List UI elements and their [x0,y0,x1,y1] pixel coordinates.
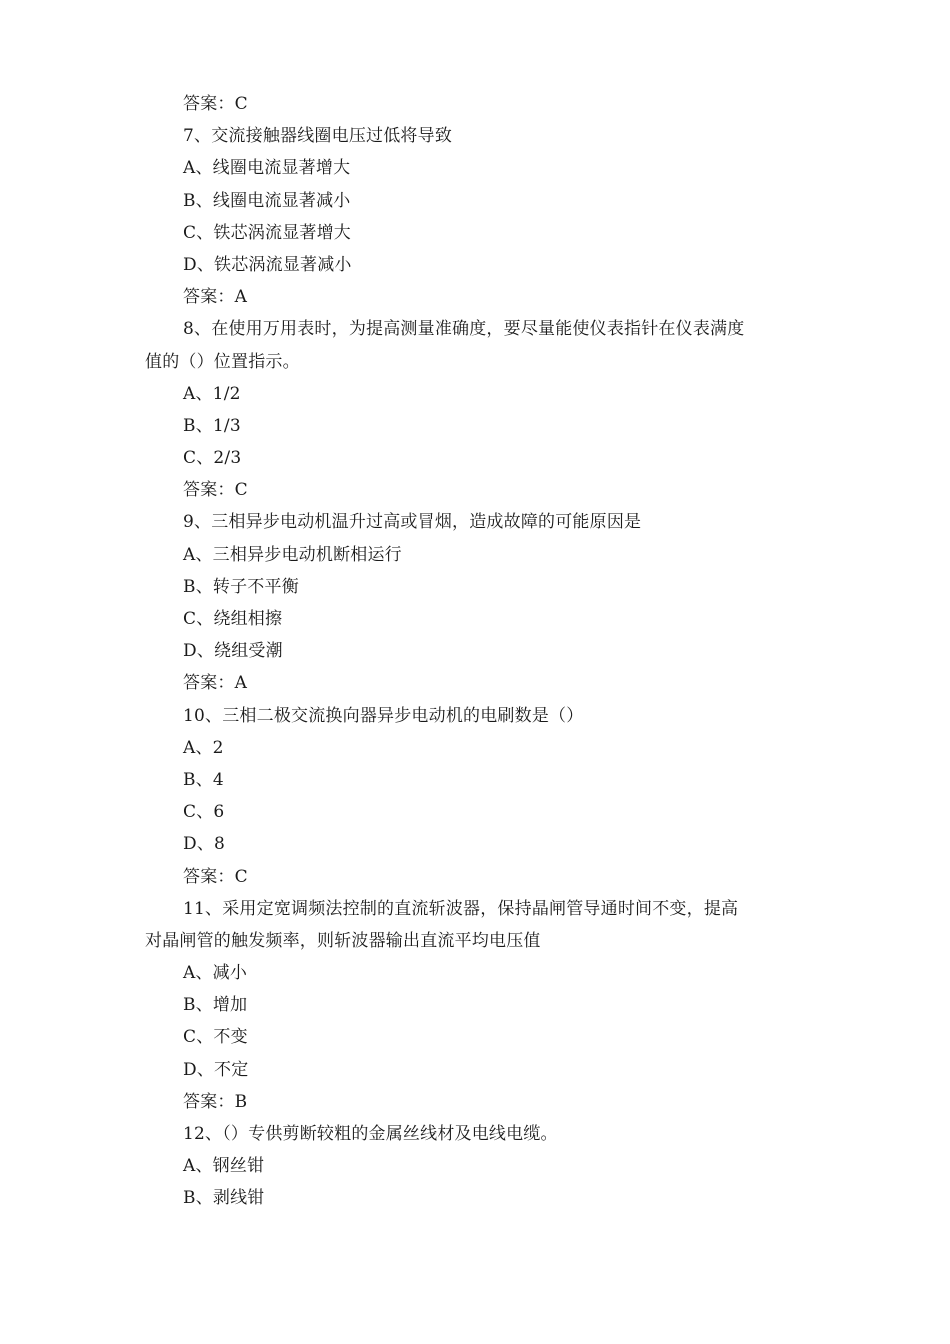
option-line: D、8 [183,834,226,855]
option-line: D、不定 [183,1059,249,1080]
option-line: A、线圈电流显著增大 [183,158,351,179]
option-line: A、钢丝钳 [183,1156,265,1177]
option-line: B、转子不平衡 [183,576,299,597]
option-line: C、铁芯涡流显著增大 [183,222,352,243]
answer-line: 答案：C [183,94,248,114]
option-line: B、增加 [183,995,248,1016]
option-line: C、2/3 [183,448,242,469]
question-10: 10、三相二极交流换向器异步电动机的电刷数是（） [183,705,584,726]
question-11-continuation: 对晶闸管的触发频率，则斩波器输出直流平均电压值 [145,930,541,951]
question-8: 8、在使用万用表时，为提高测量准确度，要尽量能使仪表指针在仪表满度 [183,319,745,340]
answer-line: 答案：C [183,866,248,887]
option-line: B、1/3 [183,415,241,436]
answer-line: 答案：A [183,287,248,308]
question-7: 7、交流接触器线圈电压过低将导致 [183,126,453,147]
option-line: B、剥线钳 [183,1188,265,1209]
option-line: D、绕组受潮 [183,641,283,662]
document-page [0,88,950,1215]
question-12: 12、（）专供剪断较粗的金属丝线材及电线电缆。 [183,1124,558,1144]
option-line: A、1/2 [183,383,241,404]
option-line: A、减小 [183,963,248,984]
option-line: C、不变 [183,1027,248,1048]
option-line: A、三相异步电动机断相运行 [183,544,402,565]
option-line: A、2 [183,737,224,758]
answer-line: 答案：B [183,1091,248,1112]
option-line: C、6 [183,802,225,823]
option-line: C、绕组相擦 [183,609,283,629]
option-line: D、铁芯涡流显著减小 [183,254,352,275]
question-11: 11、采用定宽调频法控制的直流斩波器，保持晶闸管导通时间不变，提高 [183,898,739,919]
answer-line: 答案：A [183,673,248,694]
question-8-continuation: 值的（）位置指示。 [145,351,300,372]
question-9: 9、三相异步电动机温升过高或冒烟，造成故障的可能原因是 [183,512,642,533]
answer-line: 答案：C [183,480,248,501]
option-line: B、4 [183,769,224,790]
option-line: B、线圈电流显著减小 [183,190,351,211]
